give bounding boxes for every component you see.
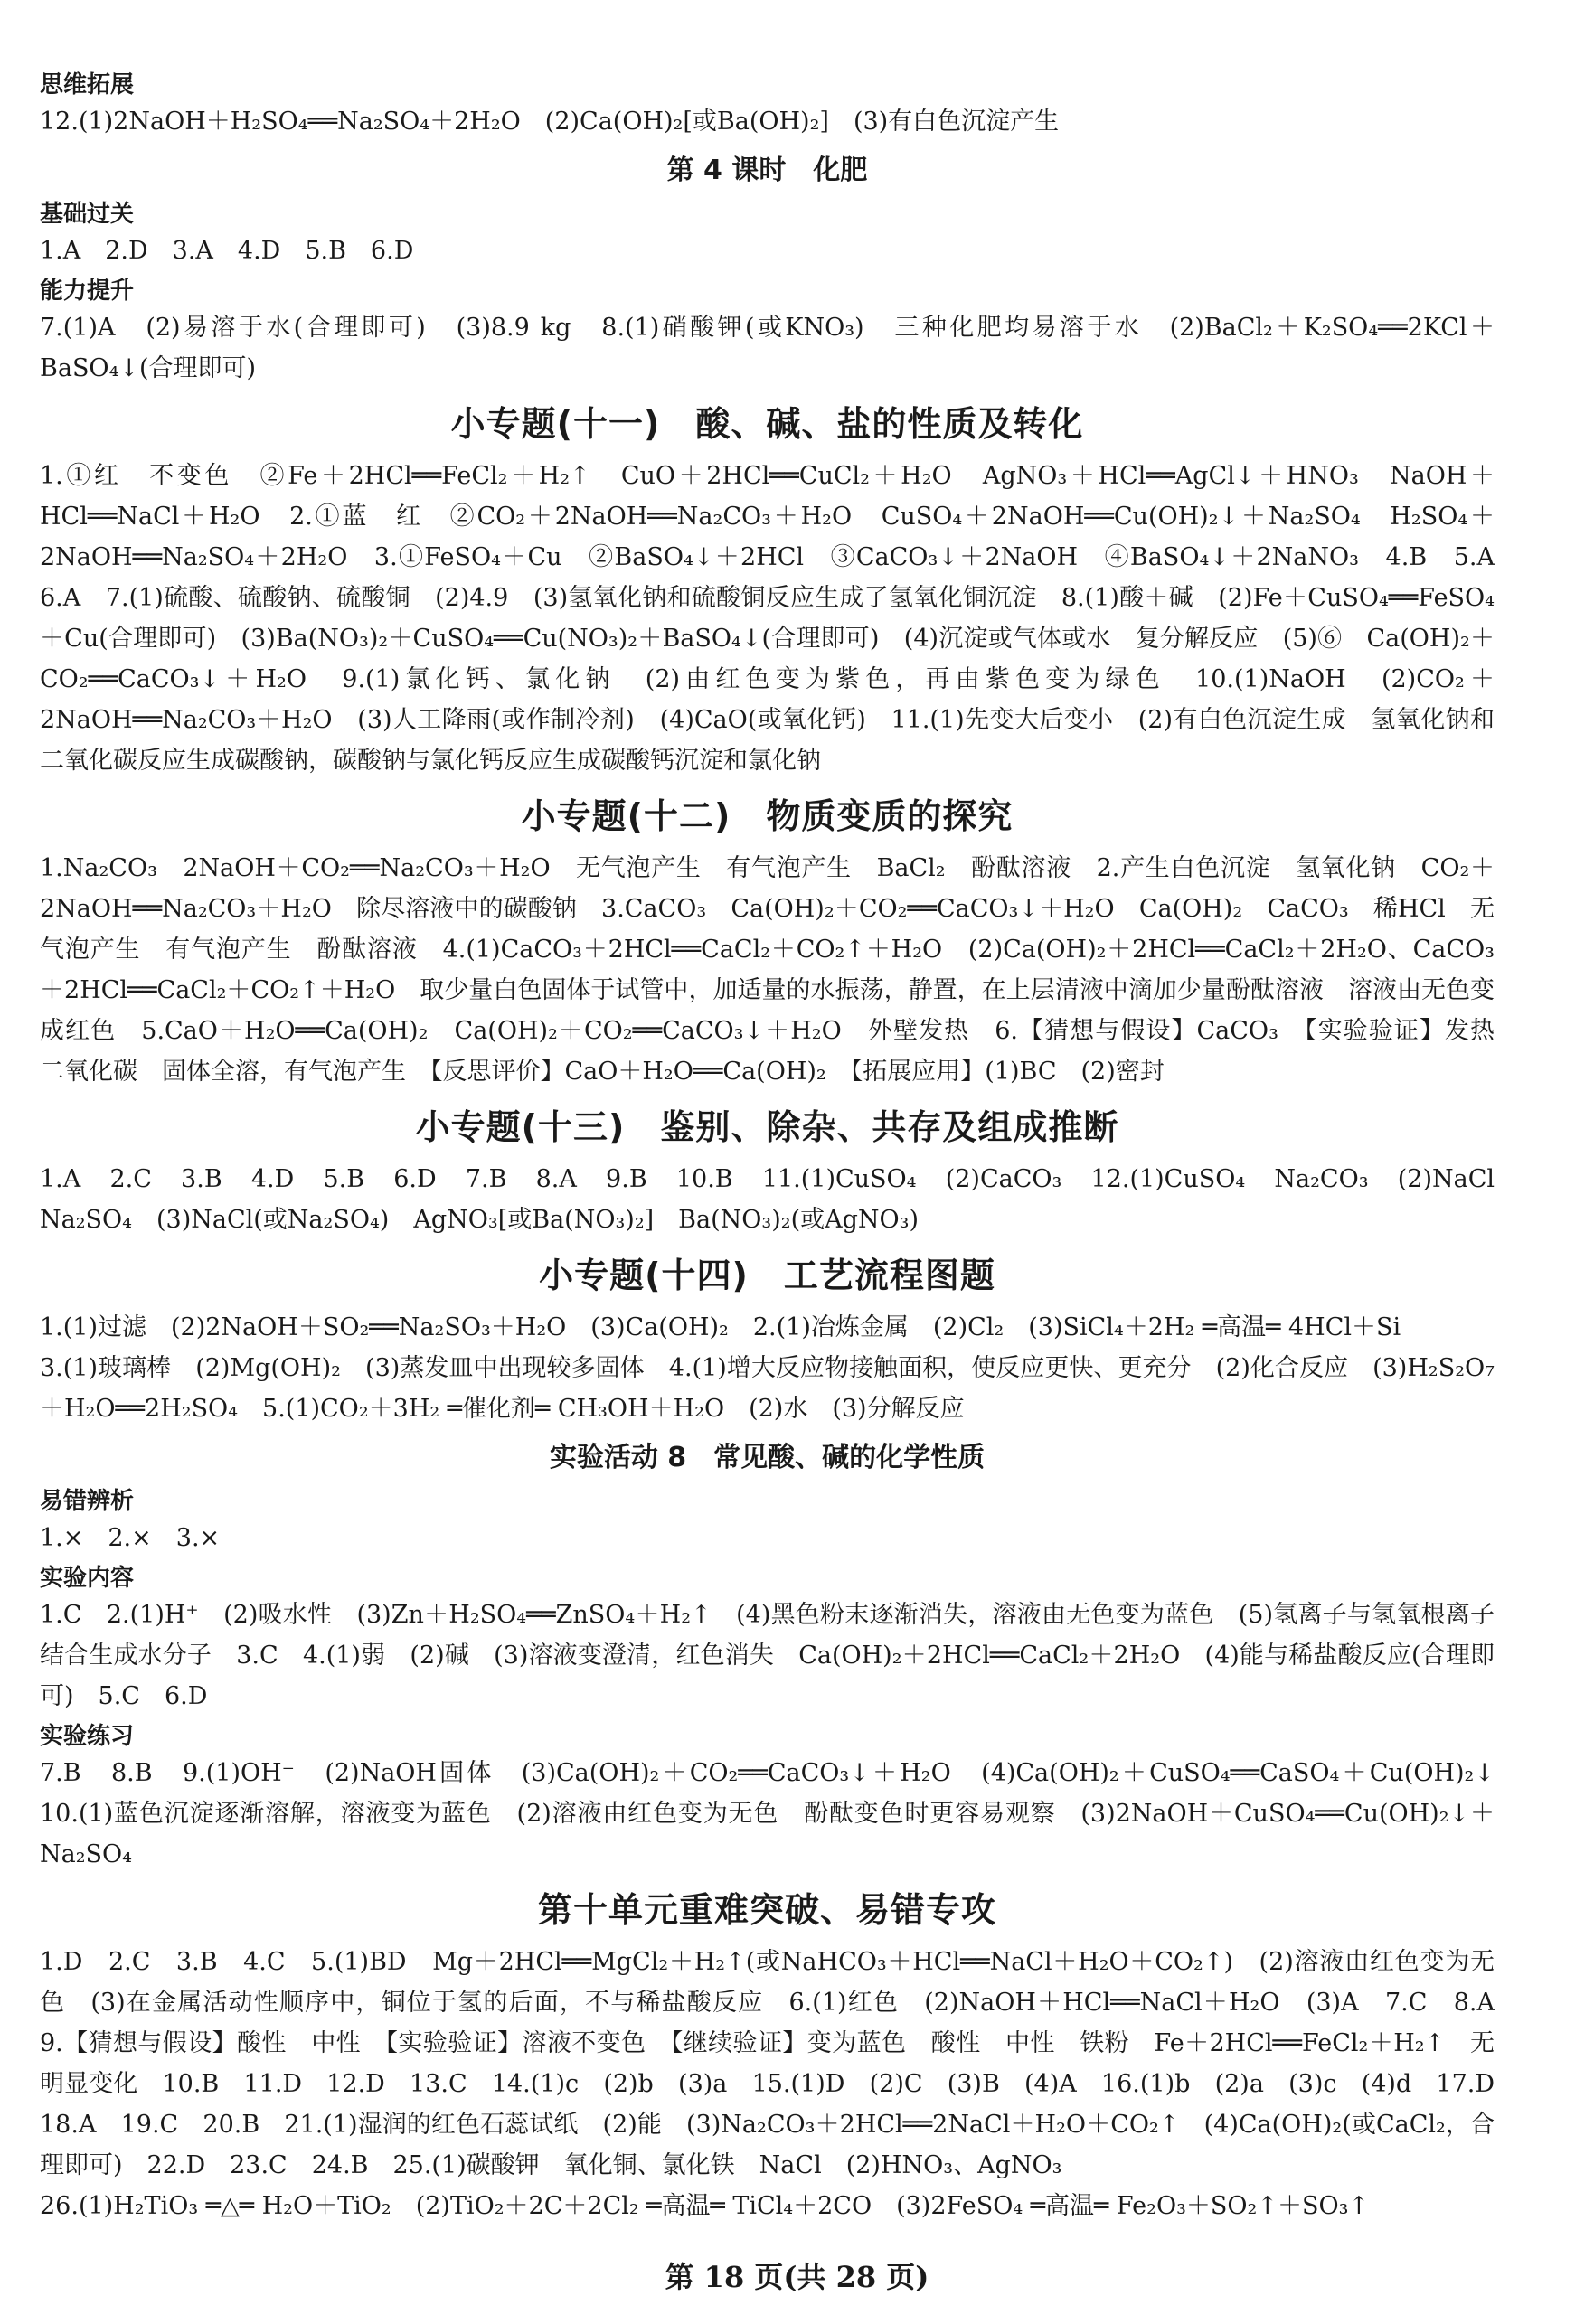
lesson-title: 实验活动 8 常见酸、碱的化学性质 (549, 1442, 986, 1473)
page-footer: 第 18 页(共 28 页) (665, 2260, 929, 2294)
answer-paragraph: 1.A 2.D 3.A 4.D 5.B 6.D (40, 237, 414, 265)
section-label: 思维拓展 (40, 71, 135, 99)
section-label: 易错辨析 (40, 1488, 135, 1515)
section-label: 实验内容 (40, 1565, 135, 1592)
answer-paragraph: 7.B 8.B 9.(1)OH⁻ (2)NaOH固体 (3)Ca(OH)₂＋CO₂══CaCO₃↓＋H₂O (4)Ca(OH)₂＋CuSO₄══CaSO₄＋Cu(OH)₂↓ 10.(1)蓝色沉淀逐渐溶解，溶液变为蓝色 (2)溶液由红色变为无色 酚酞变色时更容易观察 (3)2NaOH＋CuSO₄══Cu(OH)₂↓＋Na₂SO₄ (40, 1759, 1519, 1868)
answer-paragraph: 1.(1)过滤 (2)2NaOH＋SO₂══Na₂SO₃＋H₂O (3)Ca(OH)₂ 2.(1)冶炼金属 (2)Cl₂ (3)SiCl₄＋2H₂ ═高温═ 4HCl＋Si (40, 1313, 1401, 1341)
answer-content (40, 69, 1519, 2226)
answer-paragraph: 1.C 2.(1)H⁺ (2)吸水性 (3)Zn＋H₂SO₄══ZnSO₄＋H₂↑ (4)黑色粉末逐渐消失，溶液由无色变为蓝色 (5)氢离子与氢氧根离子结合生成水分子 3.C 4.(1)弱 (2)碱 (3)溶液变澄清，红色消失 Ca(OH)₂＋2HCl══CaCl₂＋2H₂O (4)能与稀盐酸反应(合理即可) 5.C 6.D (40, 1601, 1495, 1710)
topic-title: 小专题(十一) 酸、碱、盐的性质及转化 (450, 404, 1084, 444)
answer-paragraph: 1.× 2.× 3.× (40, 1524, 221, 1552)
answer-paragraph: 1.A 2.C 3.B 4.D 5.B 6.D 7.B 8.A 9.B 10.B 11.(1)CuSO₄ (2)CaCO₃ 12.(1)CuSO₄ Na₂CO₃ (2)NaCl Na₂SO₄ (3)NaCl(或Na₂SO₄) AgNO₃[或Ba(NO₃)₂] Ba(NO₃)₂(或AgNO₃) (40, 1165, 1519, 1234)
answer-paragraph: 12.(1)2NaOH＋H₂SO₄══Na₂SO₄＋2H₂O (2)Ca(OH)₂[或Ba(OH)₂] (3)有白色沉淀产生 (40, 108, 1060, 136)
section-label: 实验练习 (40, 1723, 135, 1750)
answer-paragraph: 3.(1)玻璃棒 (2)Mg(OH)₂ (3)蒸发皿中出现较多固体 4.(1)增大反应物接触面积，使反应更快、更充分 (2)化合反应 (3)H₂S₂O₇＋H₂O══2H₂SO₄ 5.(1)CO₂＋3H₂ ═催化剂═ CH₃OH＋H₂O (2)水 (3)分解反应 (40, 1354, 1495, 1423)
answer-paragraph: 1.D 2.C 3.B 4.C 5.(1)BD Mg＋2HCl══MgCl₂＋H₂↑(或NaHCO₃＋HCl══NaCl＋H₂O＋CO₂↑) (2)溶液由红色变为无色 (3)在金属活动性顺序中，铜位于氢的后面，不与稀盐酸反应 6.(1)红色 (2)NaOH＋HCl══NaCl＋H₂O (3)A 7.C 8.A 9.【猜想与假设】酸性 中性 【实验验证】溶液不变色 【继续验证】变为蓝色 酸性 中性 铁粉 Fe＋2HCl══FeCl₂＋H₂↑ 无明显变化 10.B 11.D 12.D 13.C 14.(1)c (2)b (3)a 15.(1)D (2)C (3)B (4)A 16.(1)b (2)a (3)c (4)d 17.D 18.A 19.C 20.B 21.(1)湿润的红色石蕊试纸 (2)能 (3)Na₂CO₃＋2HCl══2NaCl＋H₂O＋CO₂↑ (4)Ca(OH)₂(或CaCl₂，合理即可) 22.D 23.C 24.B 25.(1)碳酸钾 氧化铜、氯化铁 NaCl (2)HNO₃、AgNO₃ (40, 1948, 1519, 2179)
section-label: 基础过关 (40, 201, 135, 228)
answer-paragraph: 26.(1)H₂TiO₃ ═△═ H₂O＋TiO₂ (2)TiO₂＋2C＋2Cl₂ ═高温═ TiCl₄＋2CO (3)2FeSO₄ ═高温═ Fe₂O₃＋SO₂↑＋SO₃↑ (40, 2192, 1370, 2220)
topic-title: 小专题(十四) 工艺流程图题 (539, 1256, 995, 1295)
lesson-title: 第 4 课时 化肥 (666, 155, 868, 186)
topic-title: 小专题(十三) 鉴别、除杂、共存及组成推断 (415, 1107, 1119, 1147)
topic-title: 小专题(十二) 物质变质的探究 (521, 796, 1014, 836)
section-label: 能力提升 (40, 278, 135, 305)
answer-paragraph: 1.①红 不变色 ②Fe＋2HCl══FeCl₂＋H₂↑ CuO＋2HCl══CuCl₂＋H₂O AgNO₃＋HCl══AgCl↓＋HNO₃ NaOH＋HCl══NaCl＋H₂O 2.①蓝 红 ②CO₂＋2NaOH══Na₂CO₃＋H₂O CuSO₄＋2NaOH══Cu(OH)₂↓＋Na₂SO₄ H₂SO₄＋2NaOH══Na₂SO₄＋2H₂O 3.①FeSO₄＋Cu ②BaSO₄↓＋2HCl ③CaCO₃↓＋2NaOH ④BaSO₄↓＋2NaNO₃ 4.B 5.A 6.A 7.(1)硫酸、硫酸钠、硫酸铜 (2)4.9 (3)氢氧化钠和硫酸铜反应生成了氢氧化铜沉淀 8.(1)酸＋碱 (2)Fe＋CuSO₄══FeSO₄＋Cu(合理即可) (3)Ba(NO₃)₂＋CuSO₄══Cu(NO₃)₂＋BaSO₄↓(合理即可) (4)沉淀或气体或水 复分解反应 (5)⑥ Ca(OH)₂＋CO₂══CaCO₃↓＋H₂O 9.(1)氯化钙、氯化钠 (2)由红色变为紫色，再由紫色变为绿色 10.(1)NaOH (2)CO₂＋2NaOH══Na₂CO₃＋H₂O (3)人工降雨(或作制冷剂) (4)CaO(或氧化钙) 11.(1)先变大后变小 (2)有白色沉淀生成 氢氧化钠和二氧化碳反应生成碳酸钠，碳酸钠与氯化钙反应生成碳酸钙沉淀和氯化钠 (40, 462, 1519, 775)
topic-title: 第十单元重难突破、易错专攻 (537, 1890, 996, 1930)
answer-paragraph: 1.Na₂CO₃ 2NaOH＋CO₂══Na₂CO₃＋H₂O 无气泡产生 有气泡产生 BaCl₂ 酚酞溶液 2.产生白色沉淀 氢氧化钠 CO₂＋2NaOH══Na₂CO₃＋H₂O 除尽溶液中的碳酸钠 3.CaCO₃ Ca(OH)₂＋CO₂══CaCO₃↓＋H₂O Ca(OH)₂ CaCO₃ 稀HCl 无气泡产生 有气泡产生 酚酞溶液 4.(1)CaCO₃＋2HCl══CaCl₂＋CO₂↑＋H₂O (2)Ca(OH)₂＋2HCl══CaCl₂＋2H₂O、CaCO₃＋2HCl══CaCl₂＋CO₂↑＋H₂O 取少量白色固体于试管中，加适量的水振荡，静置，在上层清液中滴加少量酚酞溶液 溶液由无色变成红色 5.CaO＋H₂O══Ca(OH)₂ Ca(OH)₂＋CO₂══CaCO₃↓＋H₂O 外壁发热 6.【猜想与假设】CaCO₃ 【实验验证】发热 二氧化碳 固体全溶，有气泡产生 【反思评价】CaO＋H₂O══Ca(OH)₂ 【拓展应用】(1)BC (2)密封 (40, 854, 1519, 1086)
answer-paragraph: 7.(1)A (2)易溶于水(合理即可) (3)8.9 kg 8.(1)硝酸钾(或KNO₃) 三种化肥均易溶于水 (2)BaCl₂＋K₂SO₄══2KCl＋BaSO₄↓(合理即可) (40, 314, 1495, 382)
